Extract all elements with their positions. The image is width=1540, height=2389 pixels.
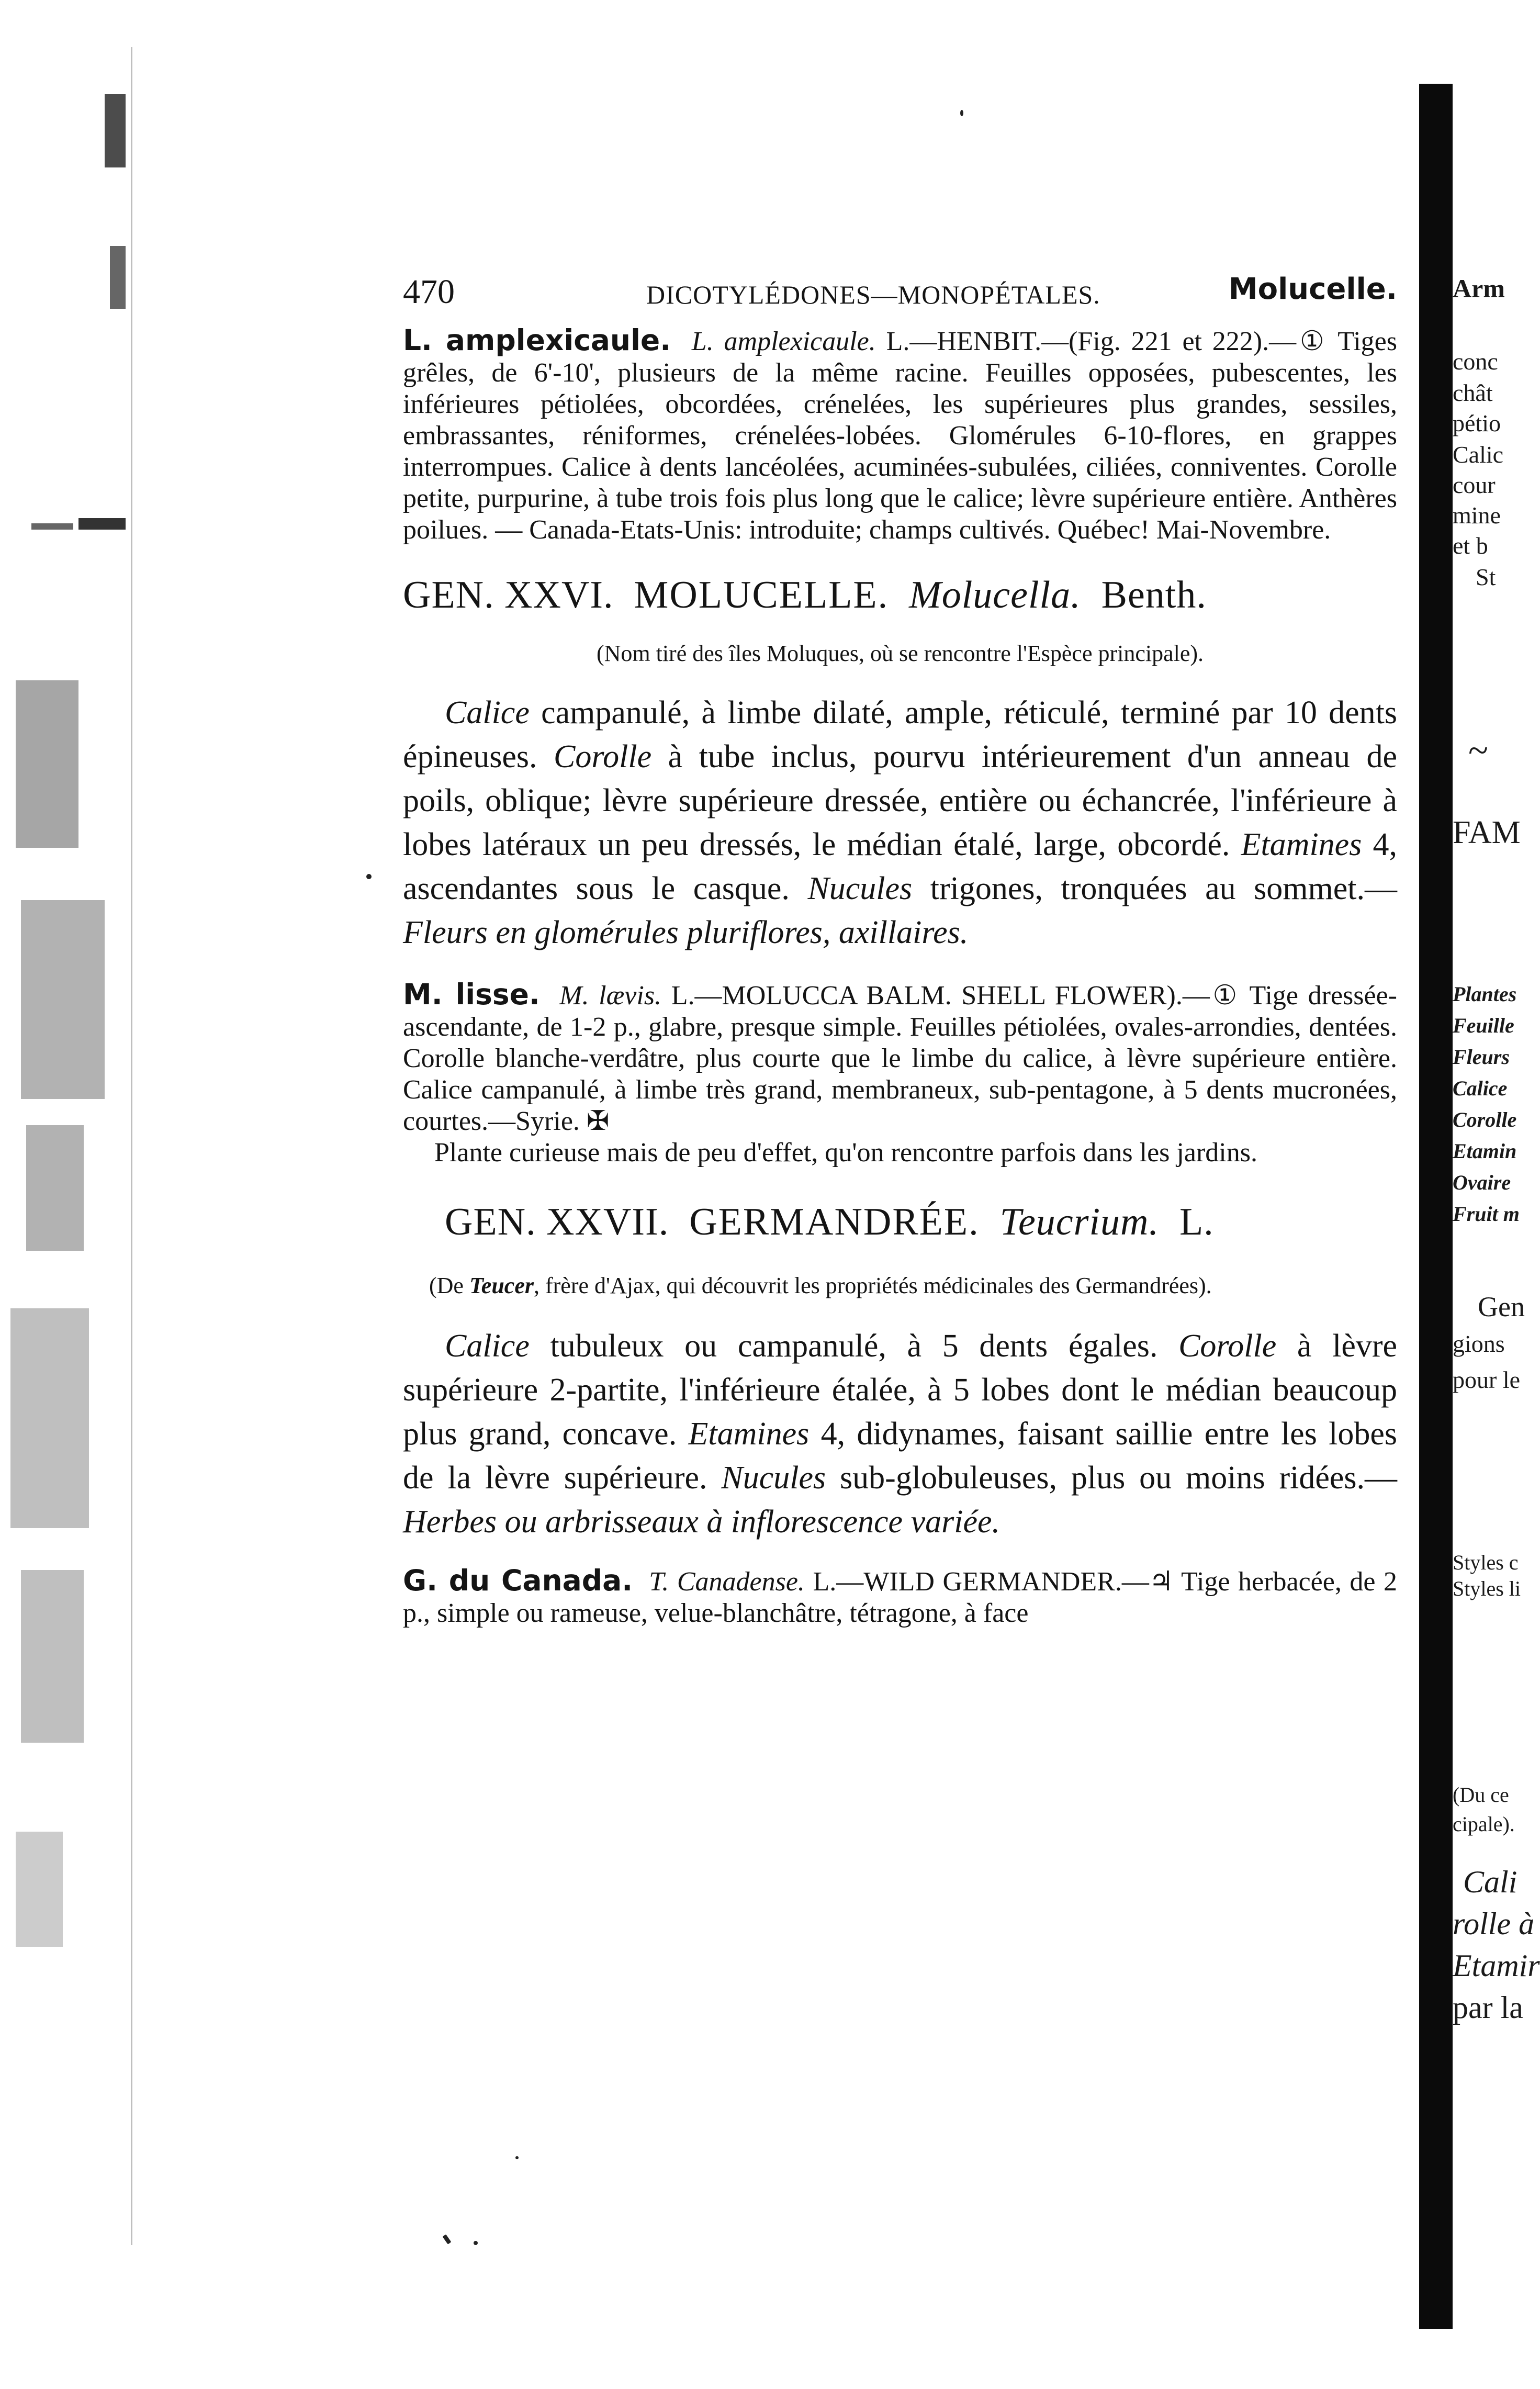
genus-latin: Molucella. [909,574,1081,616]
genus-heading-germandree [403,1200,1397,1244]
facing-fragment: conc [1453,348,1498,375]
page-body [403,272,1397,1629]
facing-fragment: Cali [1463,1865,1517,1899]
speck [366,874,372,879]
calice-text: campanulé, à limbe dilaté, ample, réticulé, terminé par 10 dents épineuses. [403,695,1397,775]
corolle-text: à tube inclus, pourvu intérieurement d'un anneau de poils, oblique; lèvre supérieure dressée, entière ou échancrée, l'inférieure à lobes latéraux un peu dressés, le médian étalé, large, obcordé. [403,739,1398,862]
genus-name: MOLUCELLE. [634,574,889,616]
etamines-text: 4, ascendantes sous le casque. [403,827,1398,906]
term-calice: Calice [445,1328,530,1364]
facing-page-strip [1453,0,1540,2389]
facing-fragment: Ovaire [1453,1171,1511,1194]
species-entry-amplexicaule [403,324,1397,546]
term-corolle: Corolle [554,739,652,775]
genus-name: GERMANDRÉE. [689,1201,980,1243]
facing-fragment: Feuille [1453,1014,1514,1037]
facing-fragment: Fruit m [1453,1202,1520,1226]
etymology-name: Teucer [469,1273,534,1298]
species-latin: L. amplexicaule. [691,327,876,356]
facing-fragment: St [1476,564,1496,590]
facing-fragment: FAM [1453,815,1521,850]
page-number: 470 [403,273,455,311]
facing-fragment: cipale). [1453,1812,1515,1836]
speck [960,110,963,116]
running-header [403,272,1397,319]
term-nucules: Nucules [721,1460,826,1496]
facing-fragment: Etamir [1453,1948,1540,1983]
genus-etymology [403,1271,1397,1301]
facing-fragment: Calic [1453,441,1504,468]
facing-fragment: et b [1453,532,1488,559]
species-description: L.—WILD GERMANDER.—♃ Tige herbacée, de 2 p., simple ou rameuse, velue-blanchâtre, tétragone, à face [403,1567,1398,1628]
genus-habit: Fleurs en glomérules pluriflores, axillaires. [403,915,969,950]
genus-number: GEN. XXVI. [403,574,614,616]
etymology-open: (De [429,1273,469,1298]
binding-edge [0,0,157,2389]
etamines-text: 4, didynames, faisant saillie entre les lobes de la lèvre supérieure. [403,1416,1397,1496]
facing-fragment: ~ [1468,731,1488,771]
species-name: L. amplexicaule. [403,323,671,357]
nucules-text: trigones, tronquées au sommet.— [912,871,1397,906]
nucules-text: sub-globuleuses, plus ou moins ridées.— [826,1460,1397,1496]
speck [443,2234,452,2244]
facing-fragment: Calice [1453,1076,1508,1100]
facing-fragment: pour le [1453,1366,1521,1393]
species-name: M. lisse. [403,978,540,1011]
genus-description-molucelle [403,691,1397,955]
facing-fragment: Styles c [1453,1551,1519,1574]
speck [515,2156,519,2159]
calice-text: tubuleux ou campanulé, à 5 dents égales. [529,1328,1179,1364]
facing-fragment: Plantes [1453,982,1517,1006]
term-etamines: Etamines [1241,827,1362,862]
facing-fragment: pétio [1453,410,1501,436]
species-entry-canada [403,1565,1397,1629]
term-etamines: Etamines [688,1416,810,1452]
facing-fragment: rolle à [1453,1906,1535,1941]
genus-number: GEN. XXVII. [445,1201,669,1243]
facing-fragment: Styles li [1453,1577,1521,1600]
facing-fragment: Corolle [1453,1108,1517,1131]
genus-etymology: (Nom tiré des îles Moluques, où se rencontre l'Espèce principale). [596,641,1204,666]
etymology-text: , frère d'Ajax, qui découvrit les propriétés médicinales des Germandrées). [534,1273,1212,1298]
facing-fragment: mine [1453,502,1501,529]
species-name: G. du Canada. [403,1564,633,1597]
running-title: DICOTYLÉDONES—MONOPÉTALES. [646,280,1100,309]
term-corolle: Corolle [1178,1328,1277,1364]
term-calice: Calice [445,695,530,731]
corolle-text: à lèvre supérieure 2-partite, l'inférieure étalée, à 5 lobes dont le médian beaucoup plus grand, concave. [403,1328,1397,1452]
facing-fragment: cour [1453,472,1496,498]
species-entry-lisse [403,979,1397,1137]
genus-description-germandree [403,1324,1397,1544]
species-description: L.—MOLUCCA BALM. SHELL FLOWER).—① Tige dressée-ascendante, de 1-2 p., glabre, presque simple. Feuilles pétiolées, ovales-arrondies, dentées. Corolle blanche-verdâtre, plus courte que le limbe du calice, à lèvre supérieure entière. Calice campanulé, à limbe très grand, membraneux, sub-pentagone, à 5 dents mucronées, courtes.—Syrie. ✠ [403,981,1397,1136]
genus-heading-molucelle [403,573,1397,618]
species-description: L.—HENBIT.—(Fig. 221 et 222).—① Tiges grêles, de 6'-10', plusieurs de la même racine. Feuilles opposées, pubescentes, les inférieures pétiolées, obcordées, crénelées, les supérieures plus grandes, sessiles, embrassantes, réniformes, crénelées-lobées. Glomérules 6-10-flores, en grappes interrompues. Calice à dents lancéolées, acuminées-subulées, ciliées, conniventes. Corolle petite, purpurine, à tube trois fois plus long que le calice; lèvre supérieure entière. Anthères poilues. — Canada-Etats-Unis: introduite; champs cultivés. Québec! Mai-Novembre. [403,327,1397,545]
facing-fragment: gions [1453,1330,1505,1357]
species-note: Plante curieuse mais de peu d'effet, qu'on rencontre parfois dans les jardins. [434,1138,1257,1168]
facing-fragment: (Du ce [1453,1783,1509,1807]
running-genus: Molucelle. [1228,272,1397,306]
genus-author: Benth. [1101,574,1207,616]
facing-fragment: Gen [1478,1291,1525,1322]
genus-latin: Teucrium. [999,1201,1159,1243]
facing-page-gutter [1419,84,1453,2329]
facing-fragment: Etamin [1453,1139,1517,1163]
facing-fragment: par la [1453,1990,1523,2025]
genus-habit: Herbes ou arbrisseaux à inflorescence variée. [403,1504,1000,1540]
species-latin: T. Canadense. [649,1567,805,1597]
genus-author: L. [1179,1201,1214,1243]
facing-fragment: chât [1453,379,1493,406]
speck [474,2241,478,2245]
facing-fragment: Fleurs [1453,1045,1510,1069]
term-nucules: Nucules [807,871,913,906]
facing-fragment: Arm [1453,274,1505,303]
species-latin: M. lævis. [559,981,662,1011]
